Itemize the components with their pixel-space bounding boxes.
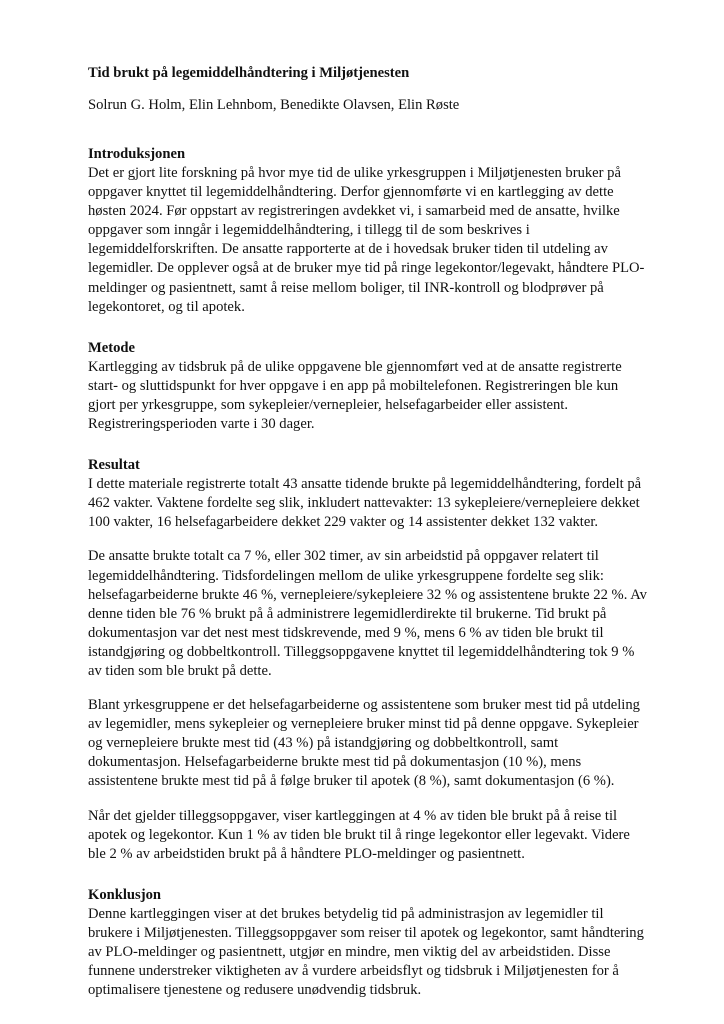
section-method: [88, 339, 648, 434]
conclusion-paragraph: Denne kartleggingen viser at det brukes betydelig tid på administrasjon av legemidler til brukere i Miljøtjenesten. Tilleggsoppgaver som reiser til apotek og legekontor, samt håndtering av PLO-meldinger og pasientnett, utgjør en mindre, men viktig del av arbeidstiden. Disse funnene understreker viktigheten av å vurdere arbeidsflyt og tidsbruk i Miljøtjenesten for å optimalisere tjenestene og redusere unødvendig tidsbruk.: [88, 905, 644, 999]
method-paragraph: Kartlegging av tidsbruk på de ulike oppgavene ble gjennomført ved at de ansatte registrerte start- og sluttidspunkt for hver oppgave i en app på mobiltelefonen. Registreringen ble kun gjort per yrkesgruppe, som sykepleier/vernepleier, helsefagarbeider eller assistent. Registreringsperioden varte i 30 dager.: [88, 358, 622, 433]
section-introduction: [88, 145, 648, 317]
document-page: [88, 64, 648, 1000]
results-paragraph-3: Blant yrkesgruppene er det helsefagarbeiderne og assistentene som bruker mest tid på utdeling av legemidler, mens sykepleier og vernepleiere bruker minst tid på denne oppgave. Sykepleier og vernepleiere brukte mest tid (43 %) på istandgjøring og dobbeltkontroll, samt dokumentasjon. Helsefagarbeiderne brukte mest tid på dokumentasjon (10 %), mens assistentene brukte mest tid på å følge bruker til apotek (8 %), samt dokumentasjon (6 %).: [88, 697, 640, 790]
section-conclusion: [88, 886, 648, 1000]
results-paragraph-1: I dette materiale registrerte totalt 43 ansatte tidende brukte på legemiddelhåndtering, fordelt på 462 vakter. Vaktene fordelte seg slik, inkludert nattevakter: 13 sykepleiere/vernepleiere dekket 100 vakter, 16 helsefagarbeidere dekket 229 vakter og 14 assistenter dekket 132 vakter.: [88, 476, 642, 531]
document-title: Tid brukt på legemiddelhåndtering i Miljøtjenesten: [88, 65, 410, 81]
introduction-paragraph: Det er gjort lite forskning på hvor mye tid de ulike yrkesgruppen i Miljøtjenesten bruker på oppgaver knyttet til legemiddelhåndtering. Derfor gjennomførte vi en kartlegging av dette høsten 2024. Før oppstart av registreringen avdekket vi, i samarbeid med de ansatte, hvilke oppgaver som inngår i legemiddelhåndtering, i tillegg til de som beskrives i legemiddelforskriften. De ansatte rapporterte at de i hovedsak bruker tiden til utdeling av legemidler. De opplever også at de bruker mye tid på ringe legekontor/legevakt, håndtere PLO-meldinger og pasientnett, samt å reise mellom boliger, til INR-kontroll og blodprøver på legekontoret, og til apotek.: [88, 165, 645, 315]
section-heading-results: Resultat: [88, 457, 140, 474]
author-list: Solrun G. Holm, Elin Lehnbom, Benedikte Olavsen, Elin Røste: [88, 97, 460, 113]
results-paragraph-4: Når det gjelder tilleggsoppgaver, viser kartleggingen at 4 % av tiden ble brukt på å reise til apotek og legekontor. Kun 1 % av tiden ble brukt til å ringe legekontor eller legevakt. Videre ble 2 % av arbeidstiden brukt på å håndtere PLO-meldinger og pasientnett.: [88, 807, 630, 862]
section-heading-method: Metode: [88, 339, 136, 356]
results-paragraph-2: De ansatte brukte totalt ca 7 %, eller 302 timer, av sin arbeidstid på oppgaver relatert til legemiddelhåndtering. Tidsfordelingen mellom de ulike yrkesgruppene fordelte seg slik: helsefagarbeiderne brukte 46 %, vernepleiere/sykepleiere 32 % og assistentene brukte 22 %. Av denne tiden ble 76 % brukt på å administrere legemidlerdirekte til brukerne. Tid brukt på dokumentasjon var det nest mest tidskrevende, med 9 %, mens 6 % av tiden ble brukt til istandgjøring og dobbeltkontroll. Tilleggsoppgavene knyttet til legemiddelhåndtering tok 9 % av tiden som ble brukt på dette.: [88, 548, 647, 679]
section-results: [88, 456, 648, 864]
section-heading-introduction: Introduksjonen: [88, 146, 186, 162]
section-heading-conclusion: Konklusjon: [88, 886, 162, 903]
